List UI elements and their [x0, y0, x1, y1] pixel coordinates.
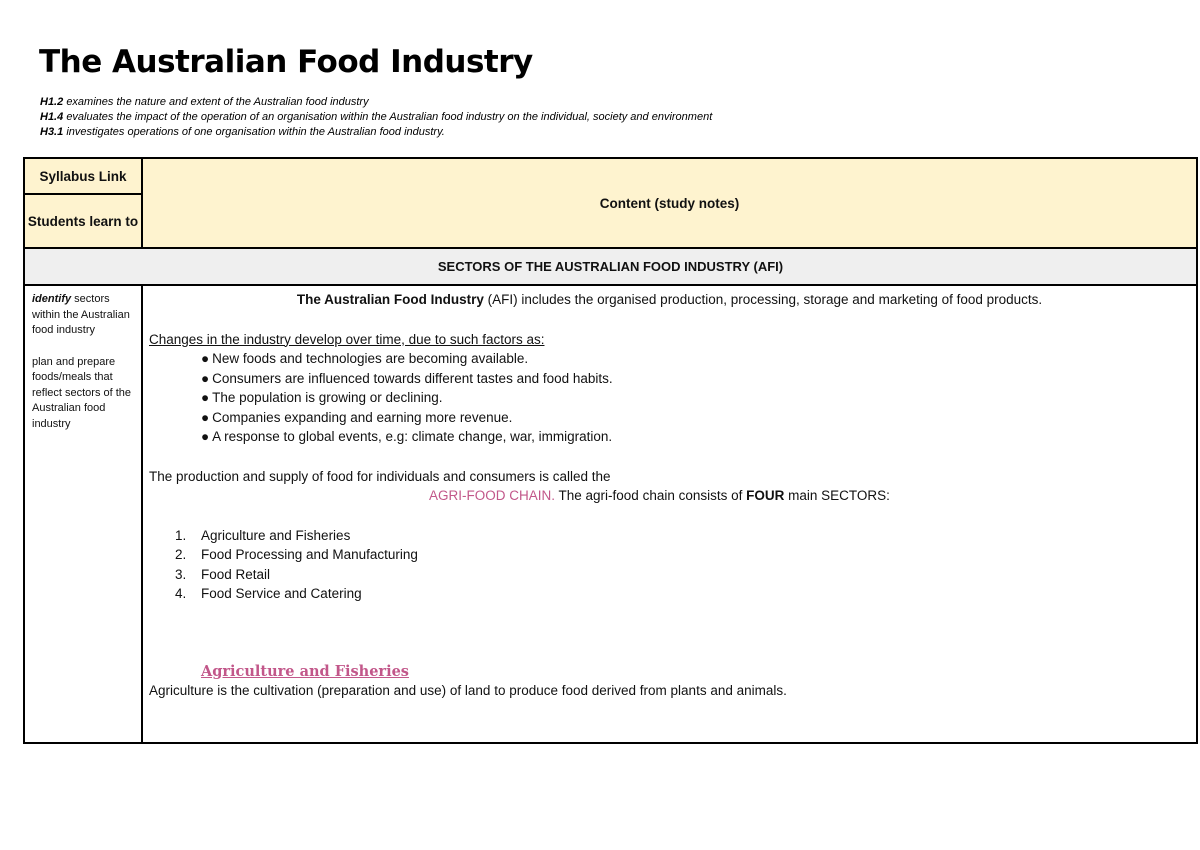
bullet-icon: ●: [201, 351, 210, 366]
bullet-icon: ●: [201, 370, 210, 386]
outcome-text: examines the nature and extent of the Australian food industry: [66, 96, 369, 108]
agriculture-subheading: Agriculture and Fisheries: [201, 662, 409, 680]
header-content: Content (study notes): [142, 158, 1197, 248]
study-notes-table: [23, 157, 1198, 744]
list-item: 4. Food Service and Catering: [175, 586, 362, 601]
bullet-icon: ●: [201, 409, 210, 425]
list-item: ● Companies expanding and earning more revenue.: [201, 409, 513, 425]
learn-item: [32, 292, 137, 339]
outcome-code: H3.1: [40, 126, 64, 138]
students-learn-cell: [24, 285, 142, 743]
learn-item-text: sectors within the Australian food industry: [32, 293, 130, 336]
outcome-text: evaluates the impact of the operation of an organisation within the Australian food industry on the individual, society and environment: [66, 111, 713, 123]
supply-line: The production and supply of food for individuals and consumers is called the: [149, 468, 611, 484]
outcome-line: [40, 110, 712, 125]
sectors-list: [149, 526, 1190, 604]
header-syllabus-link: Syllabus Link: [24, 158, 142, 194]
outcome-text: investigates operations of one organisation within the Australian food industry.: [66, 126, 445, 138]
agri-food-chain-line: AGRI-FOOD CHAIN. The agri-food chain consists of FOUR main SECTORS:: [429, 488, 890, 503]
agri-food-chain-term: AGRI-FOOD CHAIN.: [429, 488, 556, 503]
agriculture-definition: Agriculture is the cultivation (preparation and use) of land to produce food derived from plants and animals.: [149, 683, 787, 698]
changes-list: [149, 349, 1190, 447]
header-students-learn-to: Students learn to: [24, 194, 142, 248]
learn-item: plan and prepare foods/meals that reflect sectors of the Australian food industry: [32, 355, 132, 430]
content-cell: [142, 285, 1197, 743]
afi-term: The Australian Food Industry: [296, 292, 484, 307]
bullet-icon: ●: [201, 429, 210, 444]
list-item: 2. Food Processing and Manufacturing: [175, 547, 418, 562]
four-emphasis: FOUR: [746, 488, 785, 503]
syllabus-outcomes: [40, 95, 712, 140]
page-title: The Australian Food Industry: [39, 44, 533, 80]
list-item: ● New foods and technologies are becoming available.: [201, 351, 529, 366]
section-title: SECTORS OF THE AUSTRALIAN FOOD INDUSTRY (AFI): [24, 248, 1197, 285]
list-item: 1. Agriculture and Fisheries: [175, 527, 351, 543]
list-item: ● A response to global events, e.g: climate change, war, immigration.: [201, 429, 613, 444]
bullet-icon: ●: [201, 390, 210, 405]
list-item: ● Consumers are influenced towards different tastes and food habits.: [201, 370, 613, 386]
list-item: ● The population is growing or declining.: [201, 390, 443, 405]
list-item: 3. Food Retail: [175, 566, 271, 582]
outcome-line: [40, 95, 712, 110]
outcome-code: H1.4: [40, 111, 64, 123]
learn-item-emphasis: identify: [32, 293, 72, 305]
outcome-line: [40, 125, 712, 140]
afi-definition: [149, 290, 1190, 310]
changes-heading: Changes in the industry develop over time, due to such factors as:: [149, 331, 545, 347]
outcome-code: H1.2: [40, 96, 64, 108]
afi-definition-text: (AFI) includes the organised production, processing, storage and marketing of food products.: [483, 292, 1043, 307]
